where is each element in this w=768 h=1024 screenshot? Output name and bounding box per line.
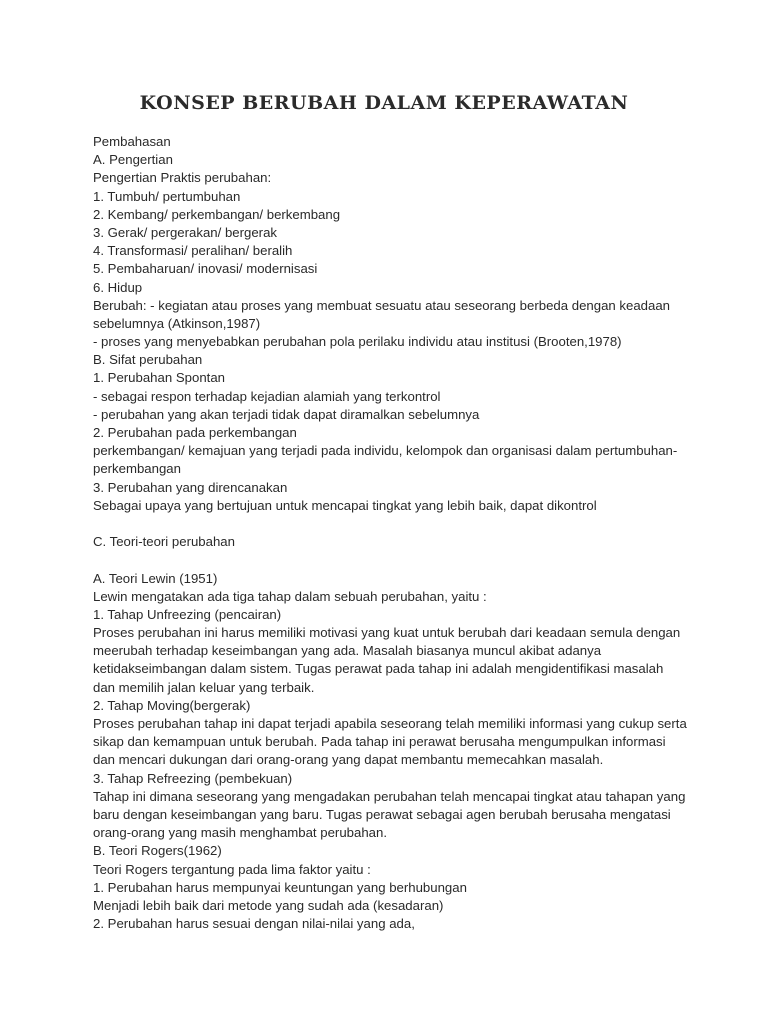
text-line: Tahap ini dimana seseorang yang mengadakan perubahan telah mencapai tingkat atau tahapan yang (93, 788, 686, 804)
text-line: - sebagai respon terhadap kejadian alamiah yang terkontrol (93, 388, 441, 404)
document-body (93, 133, 687, 933)
text-line: 3. Gerak/ pergerakan/ bergerak (93, 224, 277, 240)
text-line: Teori Rogers tergantung pada lima faktor yaitu : (93, 861, 371, 877)
blank-line (93, 551, 678, 569)
text-line: 4. Transformasi/ peralihan/ beralih (93, 243, 293, 259)
text-line: A. Teori Lewin (1951) (93, 570, 218, 586)
text-line: Proses perubahan tahap ini dapat terjadi apabila seseorang telah memiliki informasi yang cukup serta (93, 716, 687, 731)
text-line: 2. Kembang/ perkembangan/ berkembang (93, 206, 341, 222)
text-line: Pengertian Praktis perubahan: (93, 170, 272, 186)
text-line: A. Pengertian (93, 152, 173, 168)
text-line: 2. Perubahan pada perkembangan (93, 425, 297, 440)
text-line: 1. Tumbuh/ pertumbuhan (93, 188, 241, 204)
text-line: 3. Perubahan yang direncanakan (93, 479, 288, 495)
text-line: sebelumnya (Atkinson,1987) (93, 315, 261, 331)
text-line: baru dengan keseimbangan yang baru. Tugas perawat sebagai agen berubah berusaha mengatasi (93, 806, 671, 822)
text-line: ketidakseimbangan dalam sistem. Tugas perawat pada tahap ini adalah mengidentifikasi masalah (93, 661, 664, 677)
text-line: Lewin mengatakan ada tiga tahap dalam sebuah perubahan, yaitu : (93, 588, 487, 604)
text-line: 2. Tahap Moving(bergerak) (93, 697, 251, 713)
text-line: dan memilih jalan keluar yang terbaik. (93, 679, 315, 695)
text-line: perkembangan (93, 461, 181, 477)
text-line: Proses perubahan ini harus memiliki motivasi yang kuat untuk berubah dari keadaan semula dengan (93, 625, 681, 641)
text-line: Berubah: - kegiatan atau proses yang membuat sesuatu atau seseorang berbeda dengan keadaan (93, 297, 670, 313)
blank-line (93, 515, 678, 533)
text-line: 5. Pembaharuan/ inovasi/ modernisasi (93, 261, 318, 277)
text-line: 1. Perubahan harus mempunyai keuntungan yang berhubungan (93, 879, 467, 895)
text-line: orang-orang yang masih menghambat perubahan. (93, 825, 387, 841)
text-line: Sebagai upaya yang bertujuan untuk mencapai tingkat yang lebih baik, dapat dikontrol (93, 497, 597, 513)
text-line: meerubah terhadap keseimbangan yang ada. Masalah biasanya muncul akibat adanya (93, 643, 602, 659)
text-line: sikap dan kemampuan untuk berubah. Pada tahap ini perawat berusaha mengumpulkan informasi (93, 734, 666, 750)
text-line: B. Teori Rogers(1962) (93, 843, 222, 859)
text-line: 1. Tahap Unfreezing (pencairan) (93, 606, 282, 622)
text-line: Menjadi lebih baik dari metode yang sudah ada (kesadaran) (93, 897, 444, 913)
text-line: Pembahasan (93, 134, 171, 149)
document-title: KONSEP BERUBAH DALAM KEPERAWATAN (139, 92, 629, 114)
text-line: 3. Tahap Refreezing (pembekuan) (93, 770, 293, 786)
text-line: 2. Perubahan harus sesuai dengan nilai-nilai yang ada, (93, 916, 415, 932)
text-line: 6. Hidup (93, 279, 143, 295)
text-line: - proses yang menyebabkan perubahan pola perilaku individu atau institusi (Brooten,1978) (93, 334, 622, 350)
text-line: perkembangan/ kemajuan yang terjadi pada individu, kelompok dan organisasi dalam pertumbuhan- (93, 443, 678, 459)
text-line: B. Sifat perubahan (93, 352, 203, 368)
text-line: - perubahan yang akan terjadi tidak dapat diramalkan sebelumnya (93, 406, 480, 422)
text-line: 1. Perubahan Spontan (93, 370, 225, 386)
text-line: dan mencari dukungan dari orang-orang yang dapat membantu memecahkan masalah. (93, 752, 604, 768)
text-line: C. Teori-teori perubahan (93, 534, 235, 550)
